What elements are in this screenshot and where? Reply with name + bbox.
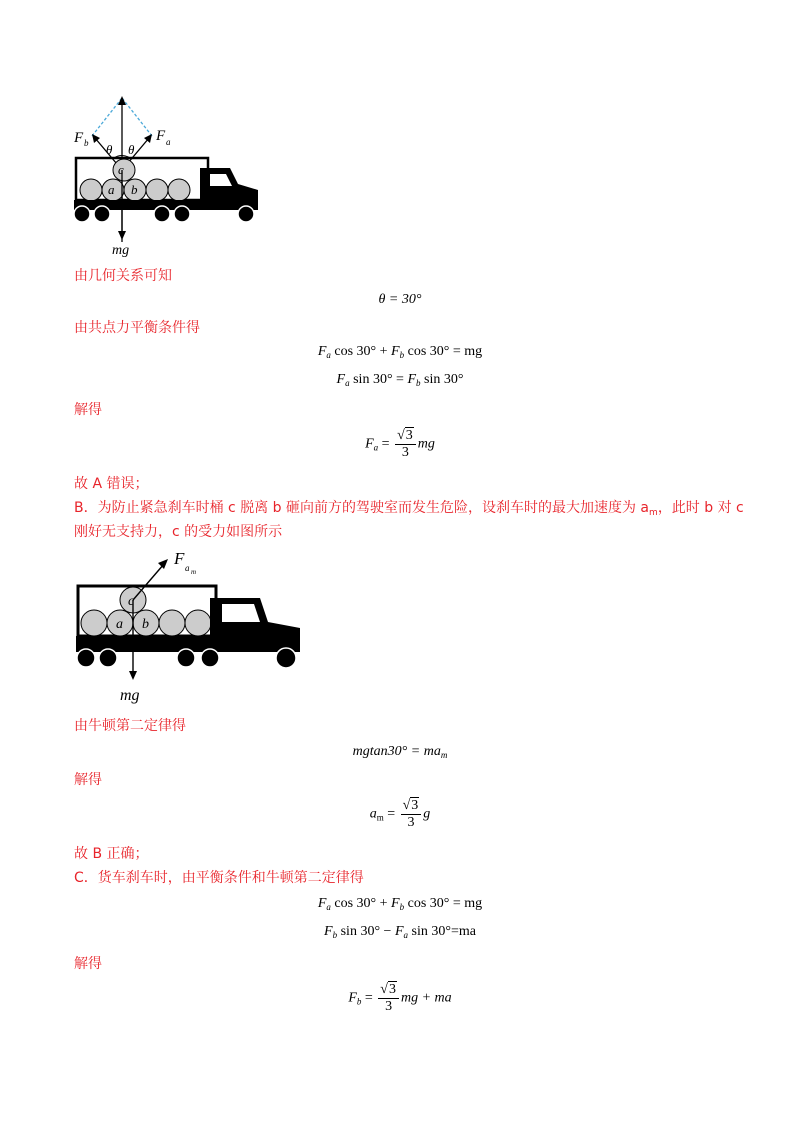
svg-text:a: a: [185, 563, 190, 573]
step-geometry: 由几何关系可知: [74, 268, 172, 284]
option-b-line-2: 刚好无支持力，c 的受力如图所示: [74, 524, 283, 540]
label-a: a: [116, 617, 123, 632]
option-c: C．货车刹车时，由平衡条件和牛顿第二定律得: [74, 870, 364, 886]
label-a: a: [108, 182, 115, 197]
label-c: c: [128, 594, 135, 609]
svg-text:a: a: [166, 137, 171, 147]
svg-text:m: m: [191, 568, 197, 576]
eq-balance-1: $F_a$ $\cos 30^\circ + F_b$ cos 30° = mg: [317, 344, 483, 360]
conclusion-b: 故 B 正确；: [74, 846, 149, 862]
mg-arrow-head: [129, 671, 137, 680]
step-solve-1: 解得: [74, 402, 102, 418]
step-solve-3: 解得: [74, 956, 102, 972]
label-f: F: [174, 549, 185, 568]
conclusion-a: 故 A 错误；: [74, 476, 149, 492]
force-diagram-2: [70, 546, 310, 712]
svg-text:b: b: [84, 138, 89, 148]
label-c: c: [118, 162, 124, 177]
dashed-line-left: [92, 98, 122, 136]
option-b-line-1: B．为防止紧急刹车时桶 c 脱离 b 砸向前方的驾驶室而发生危险，设刹车时的最大加速度为 $a_m$，此时 b 对 c: [74, 500, 744, 518]
label-fa: F: [156, 128, 166, 144]
eq-newton: $mgtan30^\circ = ma_m$: [352, 744, 448, 760]
dashed-line-right: [122, 98, 152, 136]
label-b: b: [142, 617, 149, 632]
mg-arrow-head: [118, 231, 126, 240]
label-theta-left: θ: [106, 142, 113, 157]
eq-c-2: $F_b$ $\sin 30^\circ - F_a$ sin 30°=ma: [324, 924, 476, 940]
eq-theta: θ = 30°: [378, 292, 422, 307]
step-balance: 由共点力平衡条件得: [74, 320, 200, 336]
step-newton: 由牛顿第二定律得: [74, 718, 186, 734]
eq-balance-2: $F_a$ $\sin 30^\circ = F_b$ sin 30°: [336, 372, 464, 388]
label-fb: F: [74, 130, 84, 146]
f-arrow: [133, 564, 164, 600]
eq-c-1: $F_a$ $\cos 30^\circ + F_b$ cos 30° = mg: [317, 896, 483, 912]
step-solve-2: 解得: [74, 772, 102, 788]
eq-fb: $F_b$ = $\frac{√3}{3}$ mg + ma: [348, 982, 452, 1014]
eq-am: $a_m$ = $\frac{√3}{3}$ g: [369, 798, 431, 830]
label-theta-right: θ: [128, 142, 135, 157]
eq-fa: $F_a$ = $\frac{√3}{3}$ mg: [365, 428, 435, 460]
arrow-up-head: [118, 96, 126, 105]
label-mg: mg: [112, 243, 130, 258]
label-mg: mg: [120, 687, 140, 704]
label-b: b: [131, 182, 138, 197]
force-diagram-1: [60, 92, 280, 262]
